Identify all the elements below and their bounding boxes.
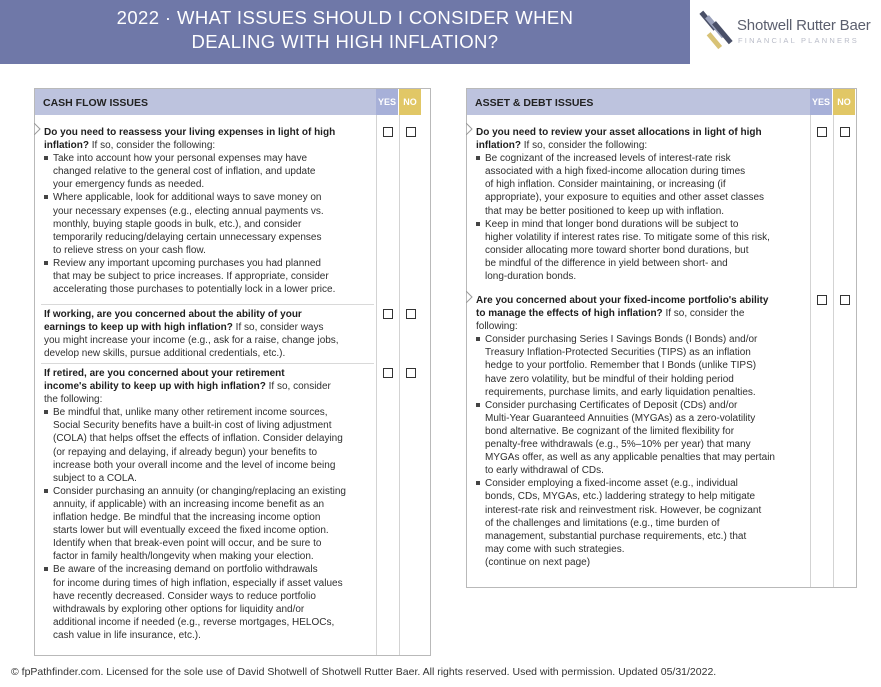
bullet-line: associated with a high fixed-income allocation during times: [485, 166, 746, 178]
question-text: Are you concerned about your fixed-income portfolio's ability: [476, 295, 769, 306]
no-checkbox[interactable]: [406, 309, 416, 319]
question-arrow-icon: [466, 291, 473, 303]
question-text: income's ability to keep up with high inflation?: [44, 381, 266, 393]
bullet-line: increase both your overall income and the level of income being: [53, 459, 336, 471]
no-column-header: NO: [399, 89, 421, 115]
list-item: [44, 406, 379, 485]
bullet-line: inflation hedge. Be mindful that the increasing income option: [53, 512, 321, 524]
list-item: [44, 257, 379, 296]
brand-subtitle: FINANCIAL PLANNERS: [738, 36, 860, 45]
divider: [41, 363, 374, 364]
bullet-line: bonds, CDs, MYGAs, etc.) laddering strategy to help mitigate: [485, 491, 756, 503]
bullet-line: changed relative to the general cost of inflation, and update: [53, 166, 316, 178]
column-divider: [399, 115, 400, 655]
yes-column-header: YES: [810, 89, 832, 115]
bullet-line: to early withdrawal of CDs.: [485, 465, 604, 477]
bullet-line: your necessary expenses (e.g., electing annual payments vs.: [53, 205, 324, 217]
bullet-line: your emergency funds as needed.: [53, 179, 205, 191]
cash-flow-title: CASH FLOW ISSUES: [43, 97, 149, 109]
bullet-line: temporarily reducing/delaying certain unnecessary expenses: [53, 231, 322, 243]
asset-debt-title: ASSET & DEBT ISSUES: [475, 97, 594, 109]
divider: [41, 304, 374, 305]
question-retired-income: [44, 367, 379, 642]
footer-copyright: © fpPathfinder.com. Licensed for the sole use of David Shotwell of Shotwell Rutter Baer. All rights reserved. Used with permission. Updated 05/31/2022.: [11, 666, 717, 678]
yes-checkbox[interactable]: [383, 368, 393, 378]
bullet-line: of high inflation. Consider maintaining, or increasing (if: [485, 179, 726, 191]
bullet-line: Be mindful that, unlike many other retirement income sources,: [53, 407, 328, 419]
no-checkbox[interactable]: [840, 127, 850, 137]
question-text: to manage the effects of high inflation?: [476, 308, 663, 320]
bullet-line: interest-rate risk and reinvestment risk. However, be cognizant: [485, 504, 762, 516]
bullet-line: of the challenges and limitations (e.g., time burden of: [485, 517, 720, 529]
bullet-line: to relieve stress on your cash flow.: [53, 244, 206, 256]
bullet-line: have zero volatility, but be mindful of their holding period: [485, 373, 734, 385]
question-asset-allocation: [476, 126, 811, 283]
bullet-line: additional income if needed (e.g., reverse mortgages, HELOCs,: [53, 616, 335, 628]
list-item: [44, 563, 379, 642]
question-line: you might increase your income (e.g., ask for a raise, change jobs,: [44, 335, 339, 347]
bullet-line: Treasury Inflation-Protected Securities (TIPS) as an inflation: [485, 347, 751, 359]
bullet-line: Consider purchasing Certificates of Deposit (CDs) and/or: [485, 399, 738, 411]
question-prompt: following:: [476, 321, 518, 333]
page-title: [0, 6, 690, 54]
bullet-line: Identify when that break-even point will occur, and be sure to: [53, 538, 322, 550]
no-checkbox[interactable]: [840, 295, 850, 305]
header-banner: [0, 0, 881, 64]
bullet-line: that may be better positioned to keep up with inflation.: [485, 205, 725, 217]
question-prompt: If so, consider the: [662, 308, 745, 320]
yes-checkbox[interactable]: [383, 309, 393, 319]
bullet-line: Be cognizant of the increased levels of interest-rate risk: [485, 153, 731, 165]
list-item: [44, 191, 379, 256]
bullet-line: Multi-Year Guaranteed Annuities (MYGAs) as a zero-volatility: [485, 412, 756, 424]
bullet-line: have recently decreased. Consider ways to reduce portfolio: [53, 590, 316, 602]
no-checkbox[interactable]: [406, 368, 416, 378]
bullet-line: MYGAs offer, as well as any applicable penalties that may pertain: [485, 452, 775, 464]
title-line-1: 2022 · WHAT ISSUES SHOULD I CONSIDER WHEN: [116, 7, 574, 28]
asset-debt-header: [467, 89, 810, 115]
bullet-line: starts lower but will eventually exceed the fixed income option.: [53, 525, 329, 537]
bullet-line: Social Security benefits have a built-in cost of living adjustment: [53, 420, 332, 432]
question-text: If retired, are you concerned about your retirement: [44, 368, 285, 379]
bullet-line: Review any important upcoming purchases you had planned: [53, 257, 321, 269]
logo-mark-icon: [698, 8, 734, 54]
list-item: [44, 152, 379, 191]
yes-checkbox[interactable]: [817, 295, 827, 305]
bullet-line: Take into account how your personal expenses may have: [53, 153, 308, 165]
list-item: [476, 399, 811, 478]
question-text: If working, are you concerned about the ability of your: [44, 309, 302, 320]
bullet-line: management, substantial purchase requirements, etc.) that: [485, 530, 747, 542]
bullet-line: that may be subject to price increases. If appropriate, consider: [53, 271, 329, 283]
title-line-2: DEALING WITH HIGH INFLATION?: [191, 31, 499, 52]
yes-column-header: YES: [376, 89, 398, 115]
bullet-line: be mindful of the difference in yield between short- and: [485, 257, 728, 269]
column-divider: [833, 115, 834, 587]
bullet-line: withdrawals by exploring other options for liquidity and/or: [53, 603, 305, 615]
asset-debt-panel: [466, 88, 857, 588]
question-text: earnings to keep up with high inflation?: [44, 322, 233, 334]
bullet-line: requirements, purchase limits, and early liquidation penalties.: [485, 386, 756, 398]
question-line: develop new skills, pursue additional credentials, etc.).: [44, 348, 286, 360]
question-text: inflation?: [44, 140, 89, 152]
bullet-line: penalty-free withdrawals (e.g., 5%–10% per year) that many: [485, 439, 751, 451]
cash-flow-header: [35, 89, 376, 115]
bullet-line: Keep in mind that longer bond durations will be subject to: [485, 218, 739, 230]
bullet-line: factor in family health/longevity when making your election.: [53, 551, 314, 563]
yes-checkbox[interactable]: [383, 127, 393, 137]
question-living-expenses: [44, 126, 379, 296]
question-text: inflation?: [476, 140, 521, 152]
bullet-line: Where applicable, look for additional ways to save money on: [53, 192, 322, 204]
question-fixed-income: [476, 294, 811, 569]
question-prompt: If so, consider: [265, 381, 331, 393]
bullet-line: appropriate), your exposure to equities and other asset classes: [485, 192, 765, 204]
no-checkbox[interactable]: [406, 127, 416, 137]
list-item: [476, 218, 811, 283]
question-text: Do you need to review your asset allocations in light of high: [476, 127, 762, 138]
bullet-line: bond alternative. Be cognizant of the limited flexibility for: [485, 425, 735, 437]
bullet-line: (or repaying and delaying, if already begun) your benefits to: [53, 446, 318, 458]
list-item: [476, 333, 811, 398]
question-text: Do you need to reassess your living expenses in light of high: [44, 127, 336, 138]
bullet-line: (COLA) that helps offset the effects of inflation. Consider delaying: [53, 433, 343, 445]
bullet-line: Consider employing a fixed-income asset (e.g., individual: [485, 478, 738, 490]
bullet-line: consider allocating more toward shorter bond durations, but: [485, 244, 749, 256]
bullet-line: long-duration bonds.: [485, 271, 577, 283]
question-arrow-icon: [466, 123, 473, 135]
list-item: [44, 485, 379, 564]
question-prompt: If so, consider the following:: [89, 140, 216, 152]
bullet-line: annuity, if applicable) with an increasing income benefit as an: [53, 498, 325, 510]
bullet-line: Consider purchasing Series I Savings Bonds (I Bonds) and/or: [485, 334, 758, 346]
bullet-line: cash value in life insurance, etc.).: [53, 629, 201, 641]
list-item: [476, 152, 811, 217]
bullet-line: Consider purchasing an annuity (or changing/replacing an existing: [53, 485, 346, 497]
bullet-line: subject to a COLA.: [53, 472, 137, 484]
question-prompt: the following:: [44, 394, 103, 406]
bullet-line: Be aware of the increasing demand on portfolio withdrawals: [53, 564, 318, 576]
brand-name: Shotwell Rutter Baer: [737, 17, 871, 34]
bullet-line: monthly, buying staple goods in bulk, etc.), and consider: [53, 218, 302, 230]
brand-logo: [690, 0, 881, 64]
bullet-line: accelerating those purchases to potentially lock in a lower price.: [53, 284, 336, 296]
no-column-header: NO: [833, 89, 855, 115]
continue-note: (continue on next page): [485, 556, 591, 568]
list-item: [476, 477, 811, 556]
question-prompt: If so, consider the following:: [521, 140, 648, 152]
bullet-line: for income during times of high inflation, especially if asset values: [53, 577, 343, 589]
yes-checkbox[interactable]: [817, 127, 827, 137]
question-arrow-icon: [34, 123, 41, 135]
bullet-line: higher volatility if interest rates rise. To mitigate some of this risk,: [485, 231, 770, 243]
cash-flow-panel: [34, 88, 431, 656]
bullet-line: hedge to your portfolio. Remember that I Bonds (unlike TIPS): [485, 360, 757, 372]
question-prompt: If so, consider ways: [232, 322, 324, 334]
question-working-earnings: [44, 308, 379, 360]
bullet-line: may come with such strategies.: [485, 543, 625, 555]
